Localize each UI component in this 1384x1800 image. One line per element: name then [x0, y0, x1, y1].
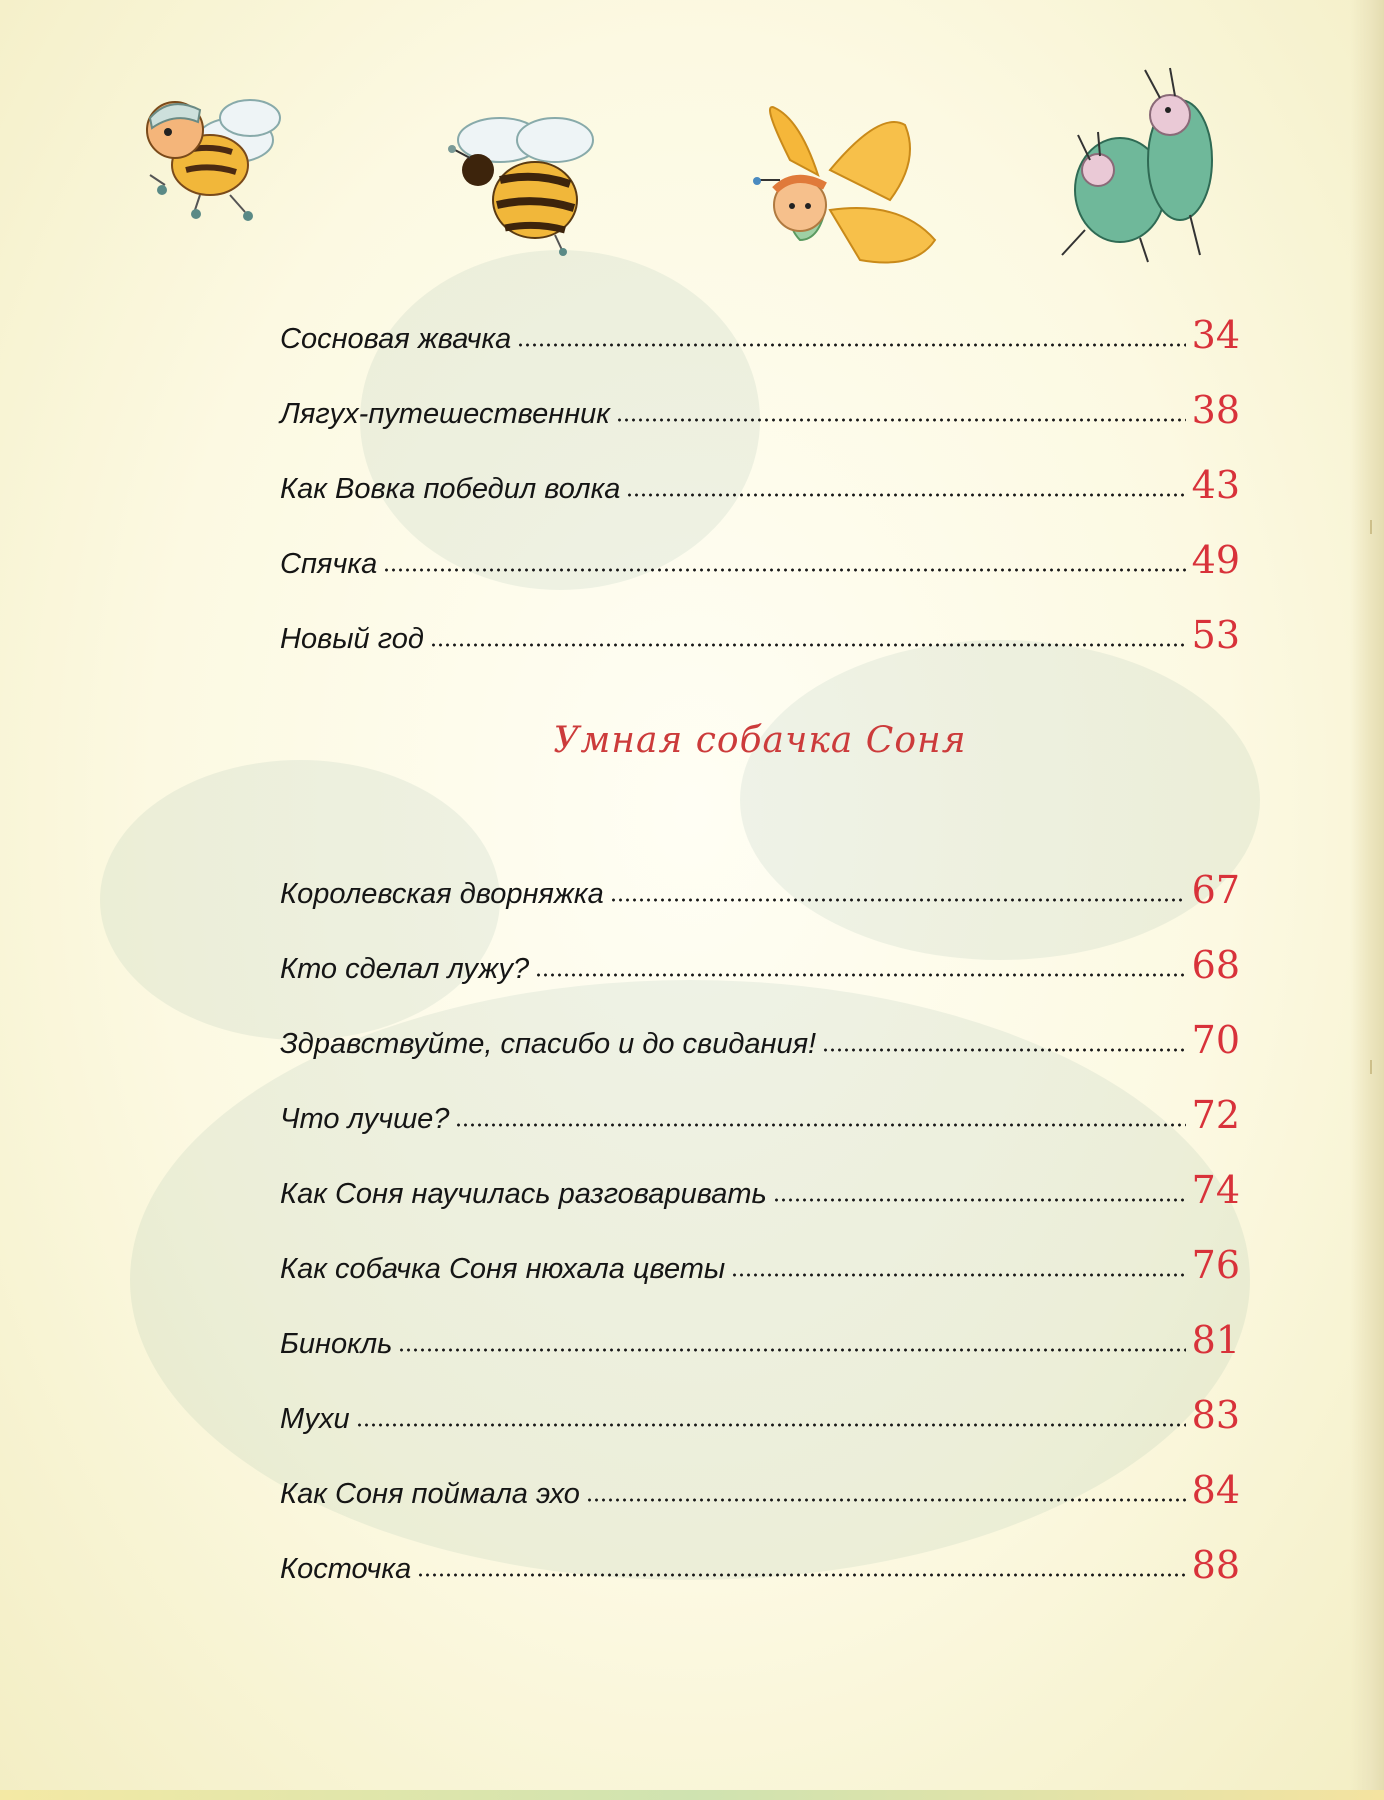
toc-entry-page: 49	[1191, 538, 1240, 582]
dot-leader	[398, 1347, 1185, 1353]
dot-leader	[356, 1422, 1186, 1428]
dot-leader	[455, 1122, 1185, 1128]
toc-entry-title: Косточка	[280, 1553, 412, 1585]
toc-entry[interactable]	[280, 1455, 1240, 1511]
dot-leader	[383, 567, 1185, 573]
dot-leader	[610, 897, 1186, 903]
toc-entry-page: 38	[1191, 388, 1240, 432]
toc-entry[interactable]	[280, 930, 1240, 986]
butterfly-girl-icon	[753, 107, 935, 262]
dot-leader	[626, 492, 1185, 498]
dot-leader	[417, 1572, 1185, 1578]
toc-entry-title: Как Соня научилась разговаривать	[280, 1178, 767, 1210]
toc-entry-title: Сосновая жвачка	[280, 323, 512, 355]
toc-entry[interactable]	[280, 1380, 1240, 1436]
toc-entry-title: Что лучше?	[280, 1103, 450, 1135]
toc-entry[interactable]	[280, 450, 1240, 506]
binding-stitch	[1370, 520, 1372, 534]
toc-entry-title: Спячка	[280, 548, 378, 580]
toc-entry-page: 88	[1191, 1543, 1240, 1587]
toc-entry-page: 70	[1191, 1018, 1240, 1062]
toc-entry-title: Королевская дворняжка	[280, 878, 604, 910]
bee-icon	[448, 118, 593, 256]
table-of-contents	[280, 300, 1240, 1587]
toc-entry-title: Лягух-путешественник	[280, 398, 610, 430]
dot-leader	[517, 342, 1185, 348]
bee-with-cap-icon	[147, 100, 280, 221]
toc-entry-title: Как Вовка победил волка	[280, 473, 621, 505]
toc-entry-page: 43	[1191, 463, 1240, 507]
toc-entry-title: Как Соня поймала эхо	[280, 1478, 580, 1510]
toc-entry[interactable]	[280, 1080, 1240, 1136]
toc-entry[interactable]	[280, 1155, 1240, 1211]
dot-leader	[616, 417, 1186, 423]
dot-leader	[822, 1047, 1186, 1053]
section-heading: Умная собачка Соня	[553, 720, 967, 761]
bottom-color-strip	[0, 1790, 1384, 1800]
toc-entry[interactable]	[280, 300, 1240, 356]
dot-leader	[773, 1197, 1186, 1203]
toc-entry-page: 81	[1191, 1318, 1240, 1362]
header-illustrations	[0, 0, 1384, 300]
toc-entry[interactable]	[280, 1230, 1240, 1286]
binding-stitch	[1370, 1060, 1372, 1074]
toc-entry-page: 72	[1191, 1093, 1240, 1137]
toc-entry-title: Новый год	[280, 623, 424, 655]
toc-entry-page: 68	[1191, 943, 1240, 987]
toc-entry[interactable]	[280, 600, 1240, 656]
toc-entry-page: 53	[1191, 613, 1240, 657]
beetles-icon	[1062, 68, 1212, 262]
toc-entry-title: Мухи	[280, 1403, 350, 1435]
toc-entry[interactable]	[280, 855, 1240, 911]
toc-entry-page: 67	[1191, 868, 1240, 912]
dot-leader	[535, 972, 1186, 978]
toc-entry[interactable]	[280, 1530, 1240, 1586]
toc-entry[interactable]	[280, 525, 1240, 581]
toc-entry-page: 74	[1191, 1168, 1240, 1212]
toc-entry-title: Кто сделал лужу?	[280, 953, 530, 985]
toc-entry-page: 76	[1191, 1243, 1240, 1287]
toc-entry[interactable]	[280, 1005, 1240, 1061]
toc-entry-page: 34	[1191, 313, 1240, 357]
dot-leader	[731, 1272, 1185, 1278]
toc-entry[interactable]	[280, 375, 1240, 431]
toc-entry-page: 83	[1191, 1393, 1240, 1437]
toc-entry-title: Здравствуйте, спасибо и до свидания!	[280, 1028, 817, 1060]
toc-entry-title: Как собачка Соня нюхала цветы	[280, 1253, 726, 1285]
toc-entry-page: 84	[1191, 1468, 1240, 1512]
dot-leader	[586, 1497, 1186, 1503]
toc-entry[interactable]	[280, 1305, 1240, 1361]
toc-entry-title: Бинокль	[280, 1328, 393, 1360]
dot-leader	[430, 642, 1186, 648]
